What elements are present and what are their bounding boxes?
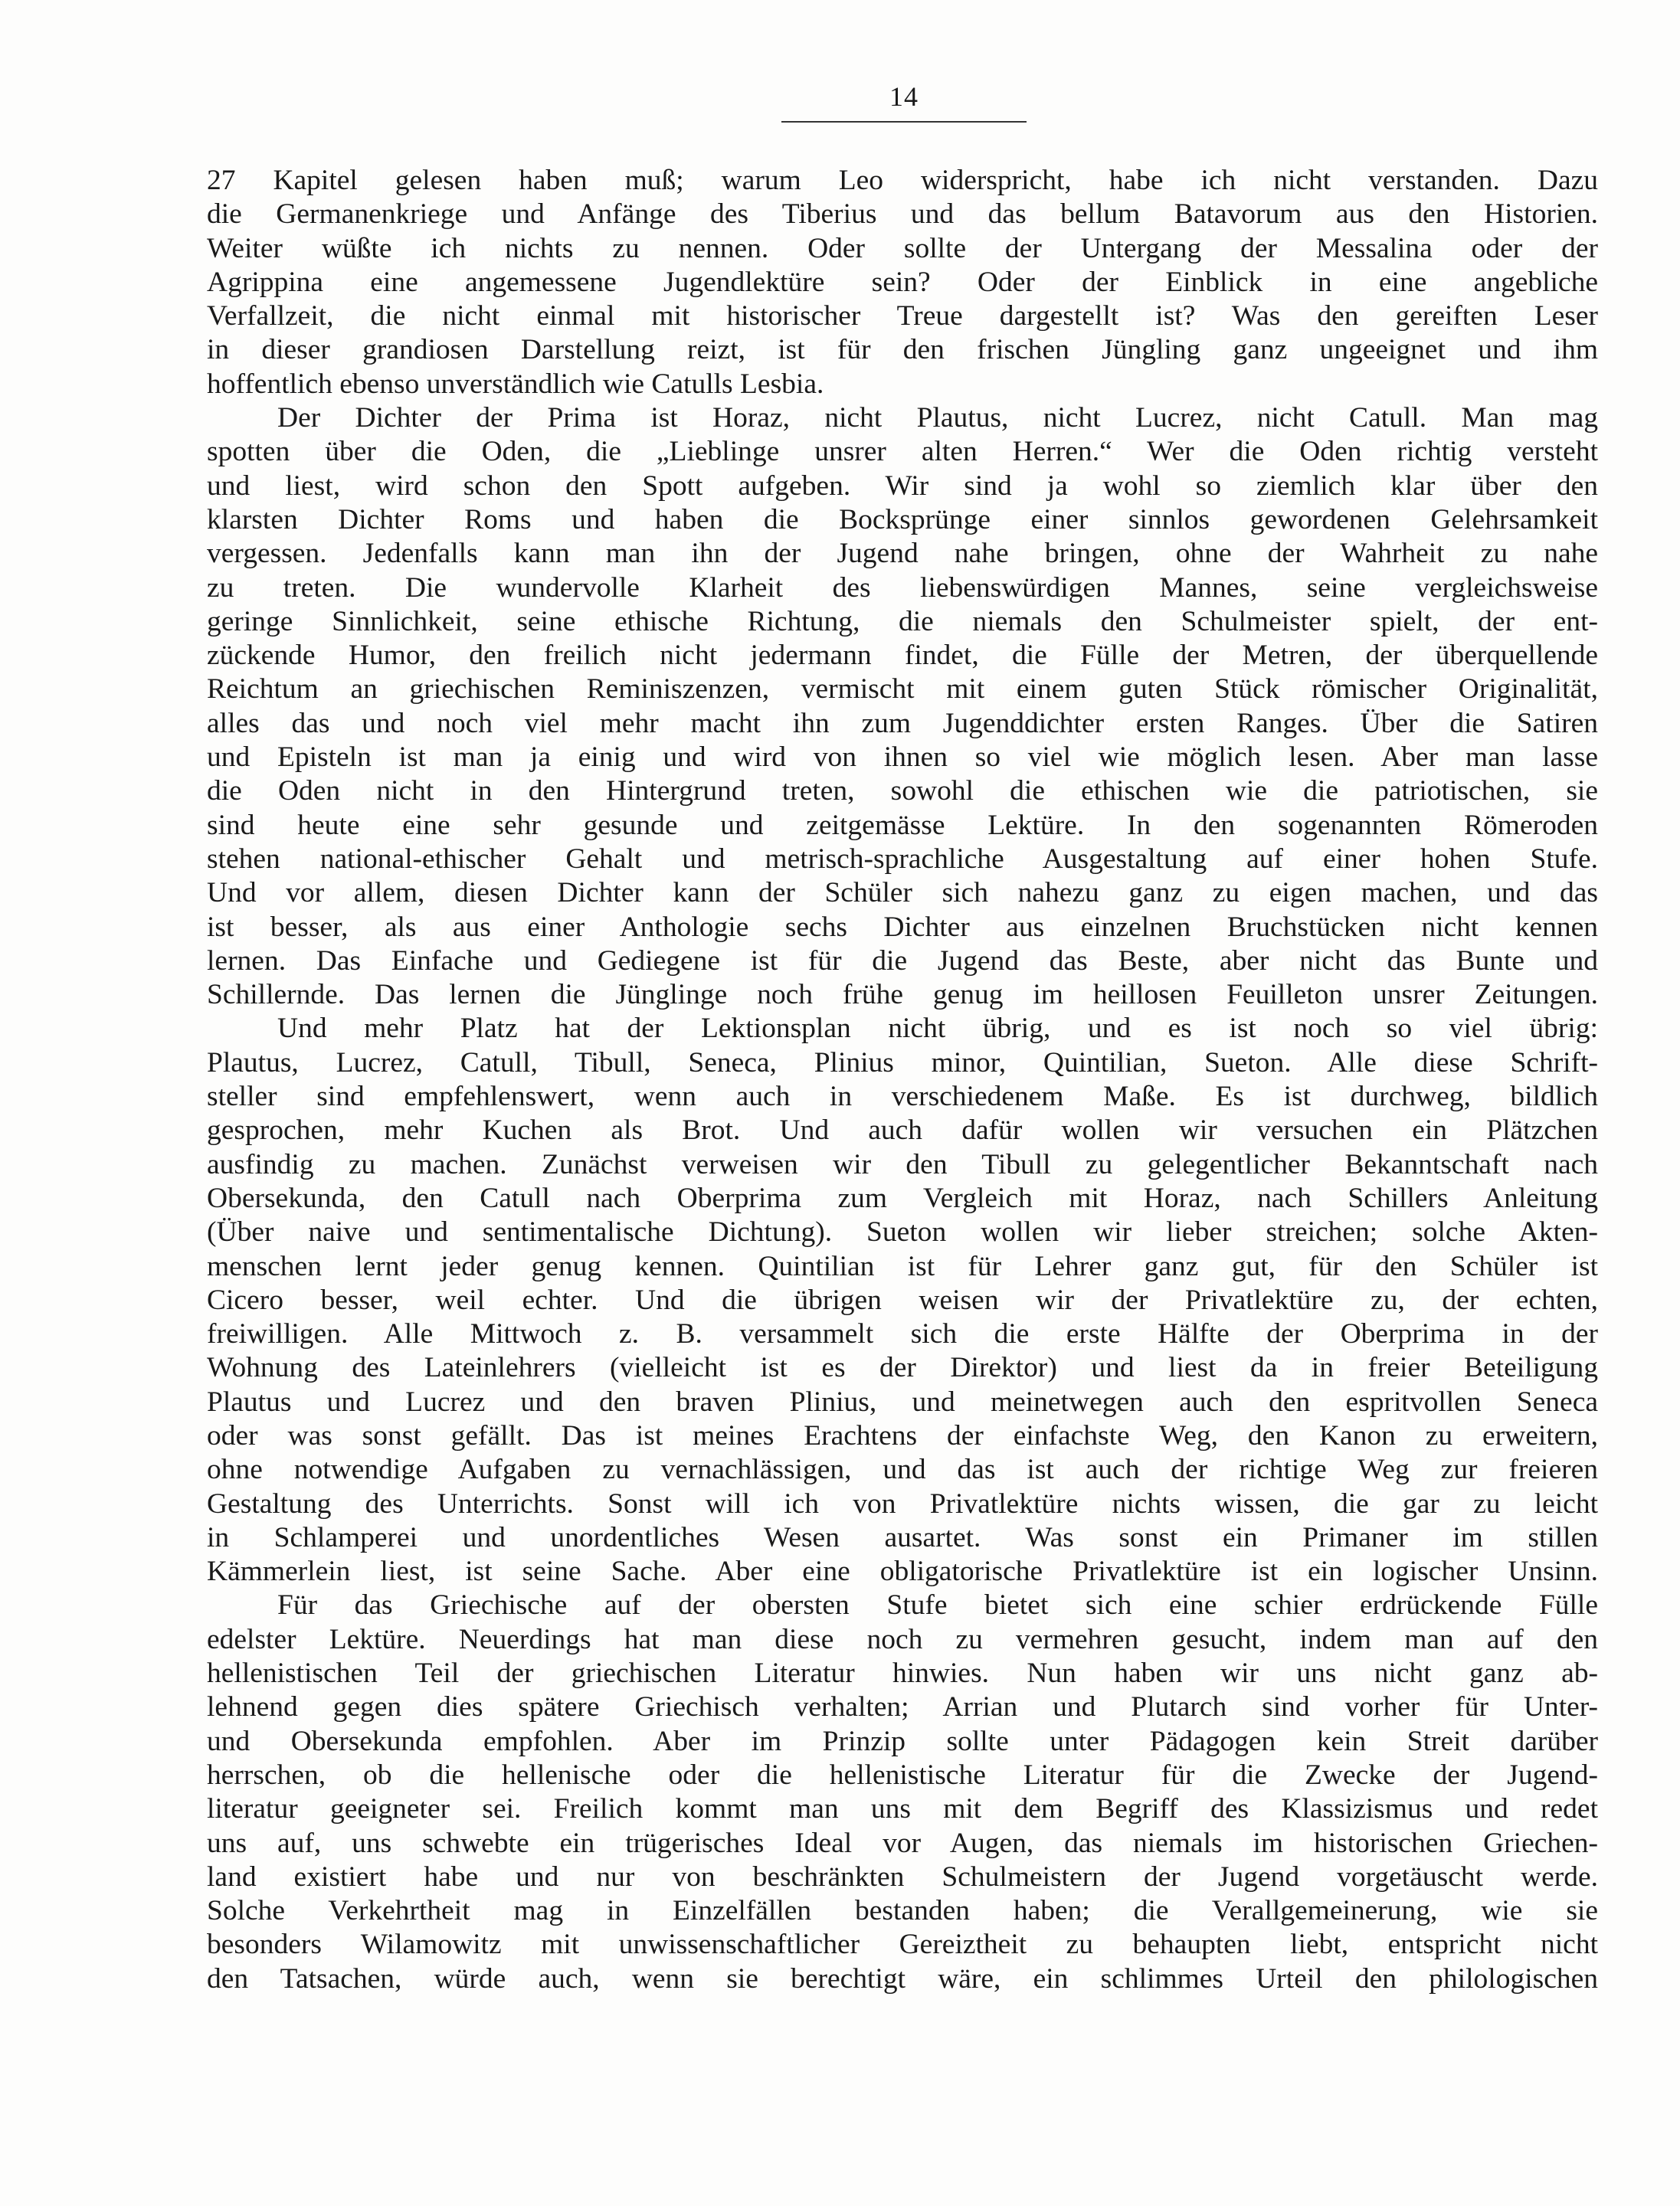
text-line: Plautus und Lucrez und den braven Plinius, und meinetwegen auch den espritvollen Seneca [207, 1386, 1598, 1418]
text-line: edelster Lektüre. Neuerdings hat man diese noch zu vermehren gesucht, indem man auf den [207, 1623, 1598, 1655]
text-line: menschen lernt jeder genug kennen. Quintilian ist für Lehrer ganz gut, für den Schüler ist [207, 1250, 1598, 1282]
text-line: die Oden nicht in den Hintergrund treten, sowohl die ethischen wie die patriotischen, sie [207, 775, 1598, 807]
text-line: Solche Verkehrtheit mag in Einzelfällen bestanden haben; die Verallgemeinerung, wie sie [207, 1895, 1598, 1927]
text-line: in Schlamperei und unordentliches Wesen ausartet. Was sonst ein Primaner im stillen [207, 1521, 1598, 1553]
text-line: uns auf, uns schwebte ein trügerisches Ideal vor Augen, das niemals im historischen Griechen- [207, 1827, 1598, 1859]
text-line: spotten über die Oden, die „Lieblinge unsrer alten Herren.“ Wer die Oden richtig versteht [207, 436, 1598, 468]
text-line: und liest, wird schon den Spott aufgeben. Wir sind ja wohl so ziemlich klar über den [207, 470, 1598, 502]
text-line: zu treten. Die wundervolle Klarheit des liebenswürdigen Mannes, seine vergleichsweise [207, 571, 1598, 604]
text-line: (Über naive und sentimentalische Dichtung). Sueton wollen wir lieber streichen; solche Akten- [207, 1216, 1598, 1249]
text-line: Für das Griechische auf der obersten Stufe bietet sich eine schier erdrückende Fülle [277, 1589, 1598, 1622]
text-line: Und mehr Platz hat der Lektionsplan nicht übrig, und es ist noch so viel übrig: [277, 1013, 1598, 1045]
text-line: Wohnung des Lateinlehrers (vielleicht ist es der Direktor) und liest da in freier Beteiligung [207, 1352, 1598, 1384]
text-line: land existiert habe und nur von beschränkten Schulmeistern der Jugend vorgetäuscht werde. [207, 1861, 1598, 1893]
text-line: zückende Humor, den freilich nicht jedermann findet, die Fülle der Metren, der überquellende [207, 640, 1598, 672]
text-line: die Germanenkriege und Anfänge des Tiberius und das bellum Batavorum aus den Historien. [207, 198, 1598, 231]
text-line: klarsten Dichter Roms und haben die Bocksprünge einer sinnlos gewordenen Gelehrsamkeit [207, 503, 1598, 535]
text-line: und Obersekunda empfohlen. Aber im Prinzip sollte unter Pädagogen kein Streit darüber [207, 1725, 1598, 1757]
text-line: ist besser, als aus einer Anthologie sechs Dichter aus einzelnen Bruchstücken nicht kennen [207, 911, 1598, 943]
text-line: Weiter wüßte ich nichts zu nennen. Oder sollte der Untergang der Messalina oder der [207, 232, 1598, 264]
text-line: hoffentlich ebenso unverständlich wie Catulls Lesbia. [207, 368, 824, 400]
text-line: alles das und noch viel mehr macht ihn zum Jugenddichter ersten Ranges. Über die Satiren [207, 707, 1598, 739]
text-line: und Episteln ist man ja einig und wird von ihnen so viel wie möglich lesen. Aber man lasse [207, 741, 1598, 774]
text-line: stehen national-ethischer Gehalt und metrisch-sprachliche Ausgestaltung auf einer hohen Stufe. [207, 843, 1598, 875]
text-line: Plautus, Lucrez, Catull, Tibull, Seneca, Plinius minor, Quintilian, Sueton. Alle diese Schrift- [207, 1046, 1598, 1078]
text-line: Der Dichter der Prima ist Horaz, nicht Plautus, nicht Lucrez, nicht Catull. Man mag [277, 402, 1598, 434]
text-line: besonders Wilamowitz mit unwissenschaftlicher Gereiztheit zu behaupten liebt, entspricht nicht [207, 1929, 1598, 1961]
text-line: 27 Kapitel gelesen haben muß; warum Leo widerspricht, habe ich nicht verstanden. Dazu [207, 165, 1598, 196]
text-line: Cicero besser, weil echter. Und die übrigen weisen wir der Privatlektüre zu, der echten, [207, 1284, 1598, 1316]
text-line: hellenistischen Teil der griechischen Literatur hinwies. Nun haben wir uns nicht ganz ab- [207, 1658, 1598, 1690]
text-line: Agrippina eine angemessene Jugendlektüre sein? Oder der Einblick in eine angebliche [207, 266, 1598, 298]
body-text [207, 164, 1598, 1996]
text-line: geringe Sinnlichkeit, seine ethische Richtung, die niemals den Schulmeister spielt, der ent- [207, 605, 1598, 637]
page-number: 14 [889, 81, 919, 112]
text-line: Obersekunda, den Catull nach Oberprima zum Vergleich mit Horaz, nach Schillers Anleitung [207, 1182, 1598, 1214]
text-line: ausfindig zu machen. Zunächst verweisen wir den Tibull zu gelegentlicher Bekanntschaft nach [207, 1148, 1598, 1180]
text-line: literatur geeigneter sei. Freilich kommt man uns mit dem Begriff des Klassizismus und redet [207, 1793, 1598, 1825]
text-line: lernen. Das Einfache und Gediegene ist für die Jugend das Beste, aber nicht das Bunte und [207, 944, 1598, 977]
header-rule [781, 121, 1027, 123]
text-line: Verfallzeit, die nicht einmal mit historischer Treue dargestellt ist? Was den gereiften Leser [207, 300, 1598, 332]
text-line: freiwilligen. Alle Mittwoch z. B. versammelt sich die erste Hälfte der Oberprima in der [207, 1318, 1598, 1350]
text-line: lehnend gegen dies spätere Griechisch verhalten; Arrian und Plutarch sind vorher für Unter- [207, 1691, 1598, 1723]
text-line: steller sind empfehlenswert, wenn auch in verschiedenem Maße. Es ist durchweg, bildlich [207, 1081, 1598, 1113]
text-line: Kämmerlein liest, ist seine Sache. Aber eine obligatorische Privatlektüre ist ein logischer Unsinn. [207, 1556, 1598, 1588]
text-line: den Tatsachen, würde auch, wenn sie berechtigt wäre, ein schlimmes Urteil den philologischen [207, 1962, 1598, 1995]
text-line: sind heute eine sehr gesunde und zeitgemässe Lektüre. In den sogenannten Römeroden [207, 809, 1598, 841]
text-line: in dieser grandiosen Darstellung reizt, ist für den frischen Jüngling ganz ungeeignet und ihm [207, 334, 1598, 366]
text-line: ohne notwendige Aufgaben zu vernachlässigen, und das ist auch der richtige Weg zur freieren [207, 1454, 1598, 1486]
text-line: vergessen. Jedenfalls kann man ihn der Jugend nahe bringen, ohne der Wahrheit zu nahe [207, 538, 1598, 570]
text-line: oder was sonst gefällt. Das ist meines Erachtens der einfachste Weg, den Kanon zu erweitern, [207, 1419, 1598, 1452]
text-line: Gestaltung des Unterrichts. Sonst will ich von Privatlektüre nichts wissen, die gar zu leicht [207, 1488, 1598, 1520]
text-line: Und vor allem, diesen Dichter kann der Schüler sich nahezu ganz zu eigen machen, und das [207, 877, 1598, 909]
text-line: herrschen, ob die hellenische oder die hellenistische Literatur für die Zwecke der Jugend- [207, 1759, 1598, 1791]
text-line: gesprochen, mehr Kuchen als Brot. Und auch dafür wollen wir versuchen ein Plätzchen [207, 1114, 1598, 1147]
text-line: Reichtum an griechischen Reminiszenzen, vermischt mit einem guten Stück römischer Originalität, [207, 673, 1598, 705]
text-line: Schillernde. Das lernen die Jünglinge noch frühe genug im heillosen Feuilleton unsrer Zeitungen. [207, 979, 1598, 1011]
